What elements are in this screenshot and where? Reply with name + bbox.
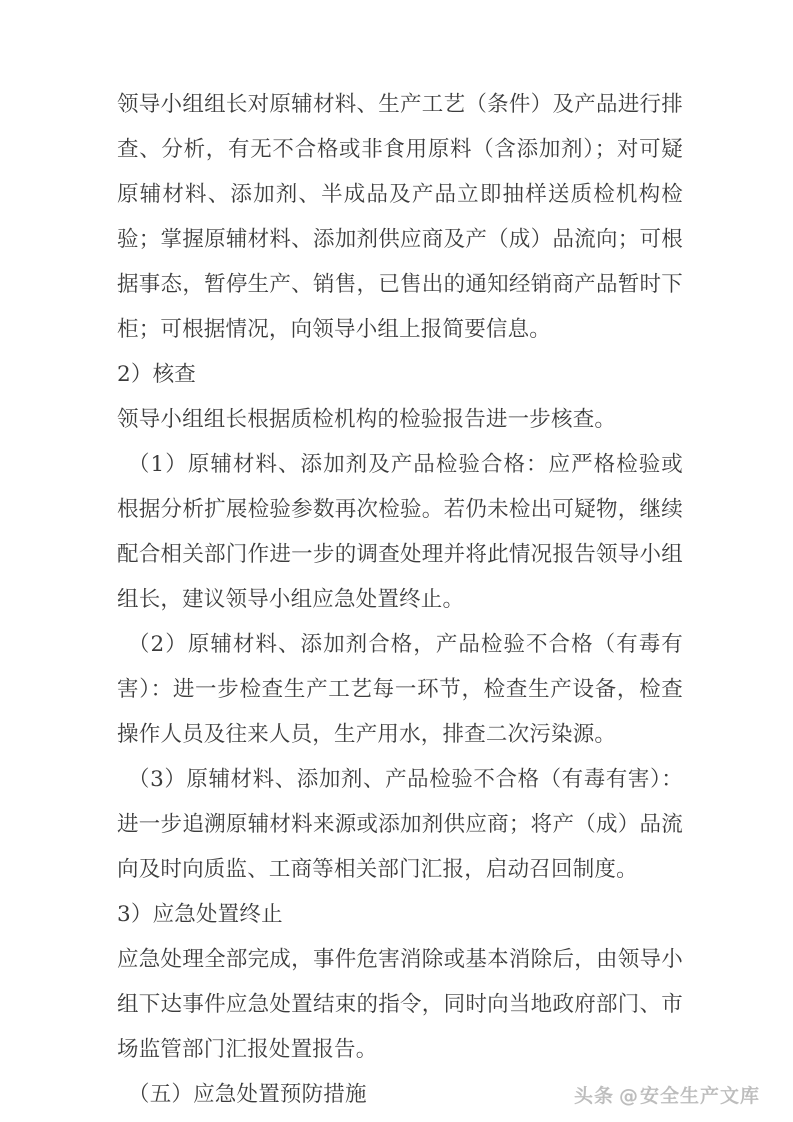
paragraph-termination-procedure: 应急处理全部完成，事件危害消除或基本消除后，由领导小组下达事件应急处置结束的指令，同时向当地政府部门、市场监管部门汇报处置报告。 — [117, 947, 683, 1062]
watermark — [574, 1081, 760, 1108]
watermark-at-symbol: @ — [618, 1085, 639, 1107]
document-text-column — [117, 82, 683, 1117]
clause-1-materials-pass: （1）原辅材料、添加剂及产品检验合格：应严格检验或根据分析扩展检验参数再次检验。若仍未检出可疑物，继续配合相关部门作进一步的调查处理并将此情况报告领导小组组长，建议领导小组应急处置终止。 — [117, 452, 683, 612]
paragraph-investigation-analysis: 领导小组组长对原辅材料、生产工艺（条件）及产品进行排查、分析，有无不合格或非食用原料（含添加剂）；对可疑原辅材料、添加剂、半成品及产品立即抽样送质检机构检验；掌握原辅材料、添加剂供应商及产（成）品流向；可根据事态，暂停生产、销售，已售出的通知经销商产品暂时下柜；可根据情况，向领导小组上报简要信息。 — [117, 92, 683, 342]
clause-2-product-fail: （2）原辅材料、添加剂合格，产品检验不合格（有毒有害）：进一步检查生产工艺每一环节，检查生产设备，检查操作人员及往来人员，生产用水，排查二次污染源。 — [117, 632, 683, 747]
heading-3-emergency-termination: 3）应急处置终止 — [117, 902, 283, 927]
clause-3-all-fail: （3）原辅材料、添加剂、产品检验不合格（有毒有害）：进一步追溯原辅材料来源或添加剂供应商；将产（成）品流向及时向质监、工商等相关部门汇报，启动召回制度。 — [117, 767, 683, 882]
heading-5-preventive-measures: （五）应急处置预防措施 — [128, 1082, 367, 1107]
paragraph-leader-verification: 领导小组组长根据质检机构的检验报告进一步核查。 — [117, 407, 617, 432]
heading-2-verification: 2）核查 — [117, 362, 196, 387]
watermark-account: 安全生产文库 — [639, 1085, 760, 1107]
watermark-brand: 头条 — [573, 1085, 614, 1107]
